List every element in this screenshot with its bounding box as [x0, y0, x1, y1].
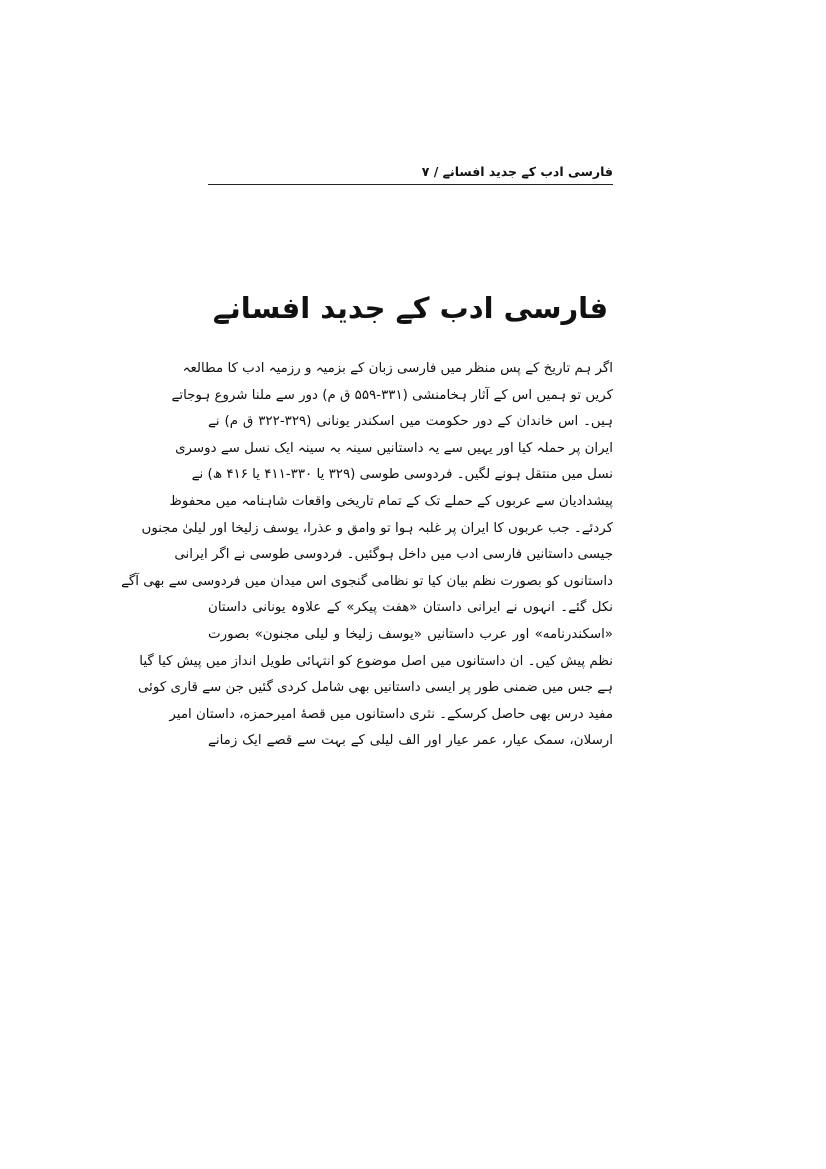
text-line: کریں تو ہمیں اس کے آثار ہخامنشی (۳۳۱-۵۵۹ ق م) دور سے ملنا شروع ہوجاتے — [171, 387, 613, 403]
text-line: ہے جس میں ضمنی طور پر ایسی داستانیں بھی شامل کردی گئیں جن سے قاری کوئی — [138, 680, 613, 696]
text-line: ہیں۔ اس خاندان کے دور حکومت میں اسکندر یونانی (۳۲۹-۳۲۲ ق م) نے — [208, 414, 614, 430]
text-line: پیشدادیان سے عربوں کے حملے تک کے تمام تاریخی واقعات شاہنامہ میں محفوظ — [169, 493, 613, 509]
text-line: مفید درس بھی حاصل کرسکے۔ نثری داستانوں میں قصهٔ امیرحمزه، داستان امیر — [169, 706, 613, 722]
text-line: داستانوں کو بصورت نظم بیان کیا تو نظامی گنجوی اس میدان میں فردوسی سے بھی آگے — [121, 573, 613, 589]
text-line: اگر ہم تاریخ کے پس منظر میں فارسی زبان کے بزمیہ و رزمیہ ادب کا مطالعہ — [182, 361, 613, 376]
text-line: جیسی داستانیں فارسی ادب میں داخل ہوگئیں۔ فردوسی طوسی نے اگر ایرانی — [174, 547, 613, 563]
text-line: ایران پر حملہ کیا اور یہیں سے یہ داستانیں سینہ بہ سینہ ایک نسل سے دوسری — [175, 440, 613, 456]
text-line: «اسکندرنامه» اور عرب داستانیں «یوسف زلیخا و لیلی مجنون» بصورت — [208, 626, 613, 642]
chapter-title: فارسی ادب کے جدید افسانے — [212, 291, 609, 325]
text-line: نکل گئے۔ انہوں نے ایرانی داستان «هفت پیکر» کے علاوہ یونانی داستان — [208, 600, 613, 616]
text-line: ارسلان، سمک عیار، عمر عیار اور الف لیلی کے بہت سے قصے ایک زمانے — [208, 733, 613, 749]
running-head: فارسی ادب کے جدید افسانے / ۷ — [208, 162, 613, 185]
body-paragraph — [121, 356, 614, 755]
text-line: نظم پیش کیں۔ ان داستانوں میں اصل موضوع کو انتہائی طویل انداز میں پیش کیا گیا — [139, 653, 613, 669]
text-line: نسل میں منتقل ہونے لگیں۔ فردوسی طوسی (۳۲۹ یا ۳۳۰-۴۱۱ یا ۴۱۶ ھ) نے — [191, 467, 613, 483]
text-line: کردئے۔ جب عربوں کا ایران پر غلبہ ہوا تو وامق و عذرا، یوسف زلیخا اور لیلیٰ مجنوں — [141, 520, 613, 536]
